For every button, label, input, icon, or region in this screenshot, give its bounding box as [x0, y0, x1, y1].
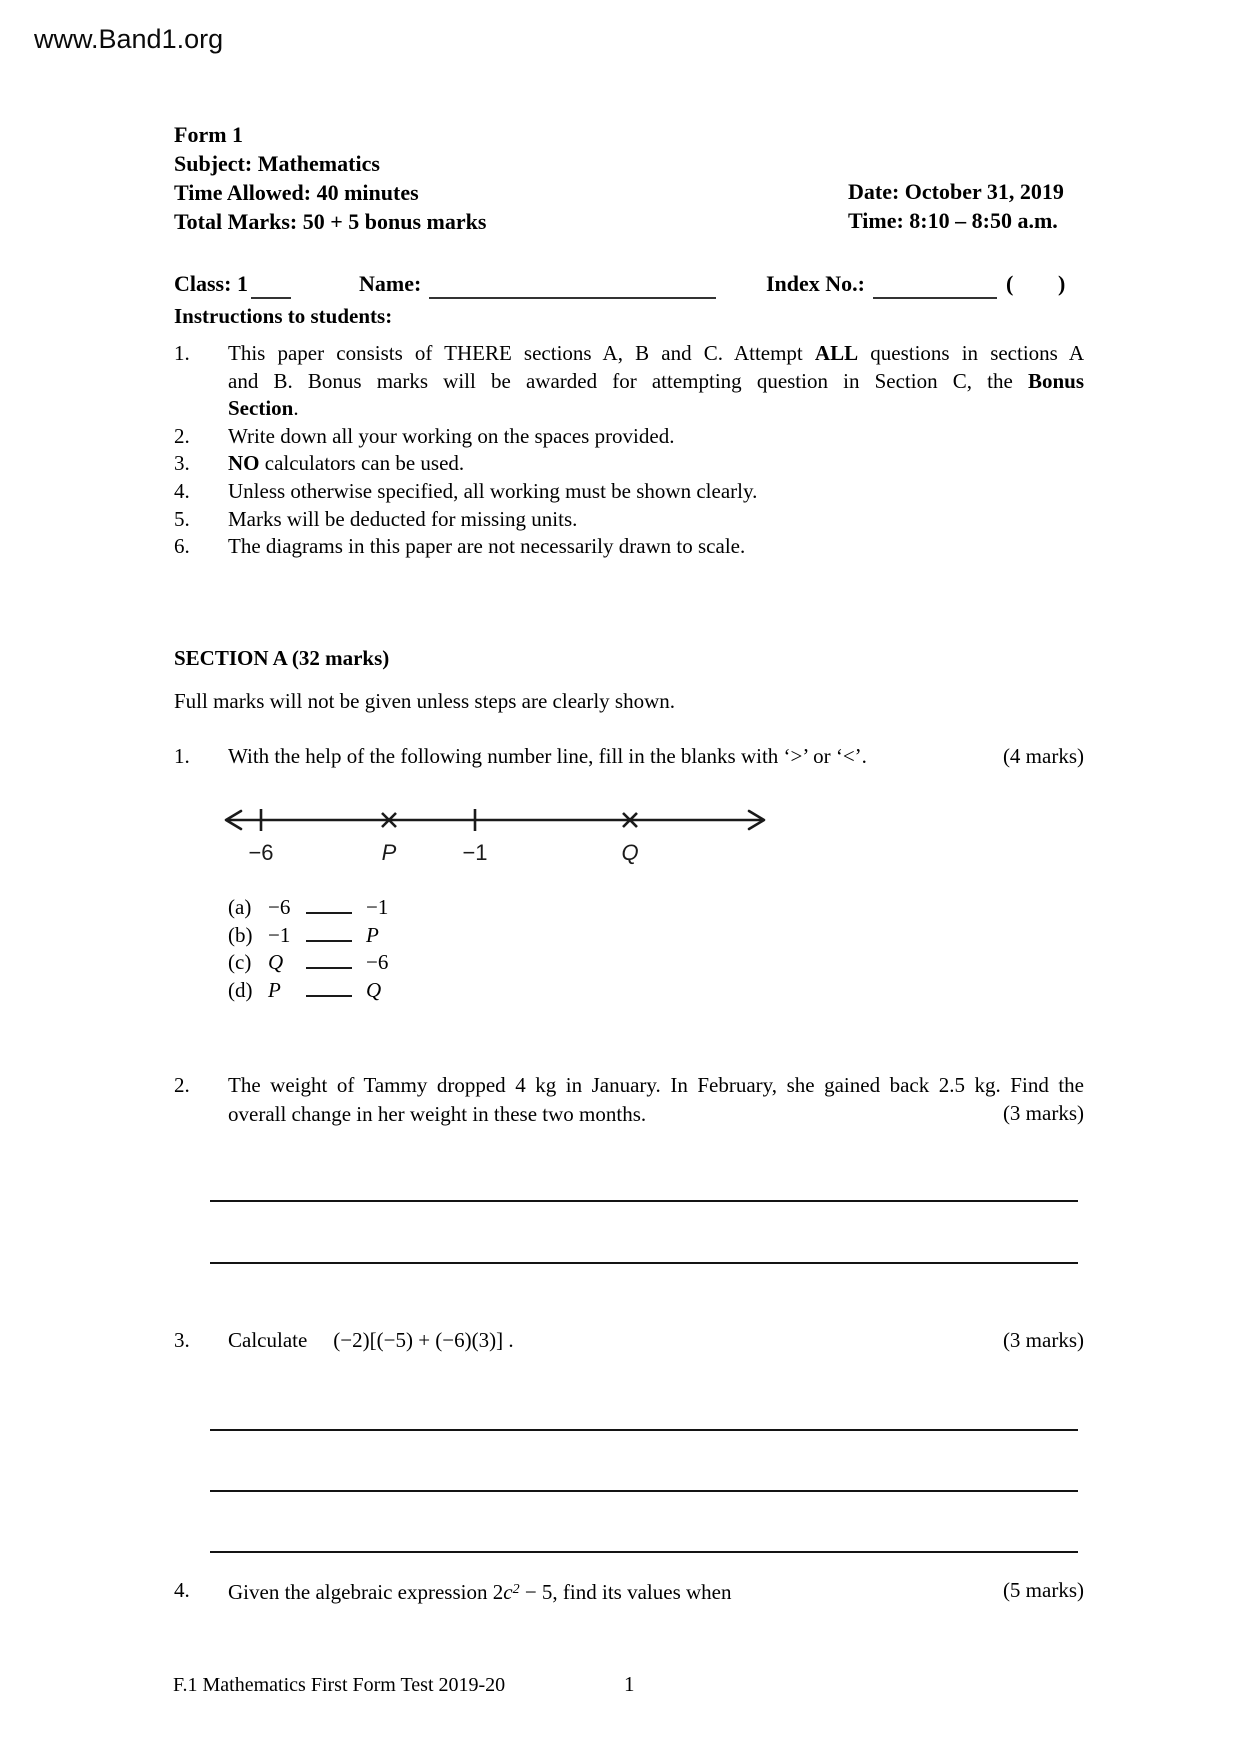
- answer-line: [210, 1490, 1078, 1492]
- math-exponent: 2: [512, 1582, 520, 1597]
- instructions-list: [174, 340, 1084, 561]
- answer-blank: [306, 920, 352, 942]
- blank-row-label: (d): [228, 978, 253, 1003]
- footer-title: F.1 Mathematics First Form Test 2019-20: [173, 1674, 506, 1696]
- paper-header: [174, 120, 486, 236]
- numberline-label: Q: [621, 840, 639, 865]
- paren-open: (: [1006, 271, 1014, 296]
- question-number: 1.: [174, 744, 190, 768]
- question-2: [174, 1071, 1084, 1128]
- instruction-number: 2.: [174, 423, 190, 448]
- question-3: [174, 1326, 964, 1355]
- q1-blank-row-d: [228, 975, 388, 1003]
- numberline-label: −1: [462, 840, 488, 865]
- question-text: Calculate: [228, 1328, 308, 1352]
- blank-row-label: (c): [228, 950, 252, 975]
- question-text: − 5, find its values when: [519, 1580, 732, 1604]
- question-number: 3.: [174, 1328, 190, 1352]
- instruction-item-3: [174, 450, 1084, 478]
- instruction-text-line: This paper consists of THERE sections A, B and C. Attempt ALL questions in sections A: [228, 341, 1084, 365]
- answer-blank: [306, 892, 352, 914]
- instruction-item-2: [174, 423, 1084, 451]
- name-blank: [429, 271, 716, 299]
- blank-row-label: (a): [228, 895, 252, 919]
- answer-blank: [306, 947, 352, 969]
- instruction-text-line: The diagrams in this paper are not necessarily drawn to scale.: [228, 534, 746, 559]
- operand: P: [366, 922, 379, 947]
- instruction-text-line: Write down all your working on the spaces provided.: [228, 423, 675, 448]
- number-line-diagram: [210, 788, 780, 872]
- question-4: [174, 1576, 964, 1607]
- instruction-text-line: Marks will be deducted for missing units.: [228, 506, 578, 531]
- index-no-label: Index No.:: [766, 271, 866, 296]
- numberline-label: P: [381, 840, 397, 865]
- question-text: The weight of Tammy dropped 4 kg in January. In February, she gained back 2.5 kg. Find the: [228, 1073, 1084, 1097]
- header-total-marks: Total Marks: 50 + 5 bonus marks: [174, 209, 487, 234]
- answer-line: [210, 1551, 1078, 1553]
- q2-marks-label: (3 marks): [1002, 1101, 1084, 1125]
- class-blank: [251, 271, 291, 299]
- question-text: overall change in her weight in these two months.: [228, 1101, 647, 1126]
- page-number: 1: [624, 1672, 635, 1696]
- q3-marks-label: (3 marks): [1002, 1328, 1084, 1352]
- math-expression: (−2)[(−5) + (−6)(3)] .: [333, 1328, 514, 1352]
- question-1: [174, 742, 964, 771]
- q1-blank-list: [228, 892, 388, 1003]
- header-time: Time: 8:10 – 8:50 a.m.: [848, 208, 1058, 233]
- header-date: Date: October 31, 2019: [848, 179, 1064, 204]
- section-a-title: SECTION A (32 marks): [174, 646, 390, 670]
- q1-blank-row-a: [228, 892, 388, 920]
- instruction-number: 6.: [174, 534, 190, 559]
- numberline-label: −6: [248, 840, 274, 865]
- operand: −6: [366, 950, 389, 975]
- instruction-item-4: [174, 478, 1084, 506]
- instruction-text-line: NO calculators can be used.: [228, 451, 465, 476]
- operand: −6: [268, 895, 291, 919]
- index-no-blank: [873, 271, 997, 299]
- instruction-item-1: [174, 340, 1084, 423]
- question-text: Given the algebraic expression 2: [228, 1580, 504, 1604]
- instruction-text-line: Section.: [228, 396, 299, 421]
- operand: P: [268, 978, 281, 1003]
- header-subject: Subject: Mathematics: [174, 151, 380, 176]
- instruction-number: 3.: [174, 451, 190, 476]
- q1-marks-label: (4 marks): [1002, 744, 1084, 768]
- section-a-note: Full marks will not be given unless steps are clearly shown.: [174, 689, 675, 713]
- operand: Q: [366, 978, 382, 1003]
- instruction-number: 4.: [174, 478, 190, 503]
- paren-close: ): [1058, 271, 1066, 296]
- q1-blank-row-c: [228, 947, 388, 975]
- instruction-number: 5.: [174, 506, 190, 531]
- answer-line: [210, 1200, 1078, 1202]
- blank-row-label: (b): [228, 922, 253, 947]
- operand: Q: [268, 950, 284, 975]
- paper-header-right: [848, 177, 1064, 235]
- student-info-row: [0, 271, 1240, 305]
- instruction-text-line: and B. Bonus marks will be awarded for attempting question in Section C, the Bonus: [228, 368, 1084, 393]
- answer-blank: [306, 975, 352, 997]
- answer-line: [210, 1262, 1078, 1264]
- header-time-allowed: Time Allowed: 40 minutes: [174, 180, 419, 205]
- answer-line: [210, 1429, 1078, 1431]
- watermark-url: www.Band1.org: [34, 24, 224, 54]
- name-label: Name:: [359, 271, 422, 296]
- q1-blank-row-b: [228, 920, 388, 948]
- instruction-number: 1.: [174, 341, 190, 365]
- class-label: Class: 1: [174, 271, 248, 296]
- question-number: 4.: [174, 1578, 190, 1602]
- question-text: With the help of the following number line, fill in the blanks with ‘>’ or ‘<’.: [228, 744, 867, 768]
- q4-marks-label: (5 marks): [1002, 1578, 1084, 1602]
- math-variable: c: [503, 1580, 513, 1604]
- operand: −1: [268, 922, 291, 947]
- header-form: Form 1: [174, 122, 244, 147]
- instruction-text-line: Unless otherwise specified, all working must be shown clearly.: [228, 478, 758, 503]
- instructions-heading: Instructions to students:: [174, 304, 393, 328]
- instruction-item-5: [174, 506, 1084, 534]
- operand: −1: [366, 895, 389, 919]
- question-number: 2.: [174, 1073, 190, 1097]
- instruction-item-6: [174, 533, 1084, 561]
